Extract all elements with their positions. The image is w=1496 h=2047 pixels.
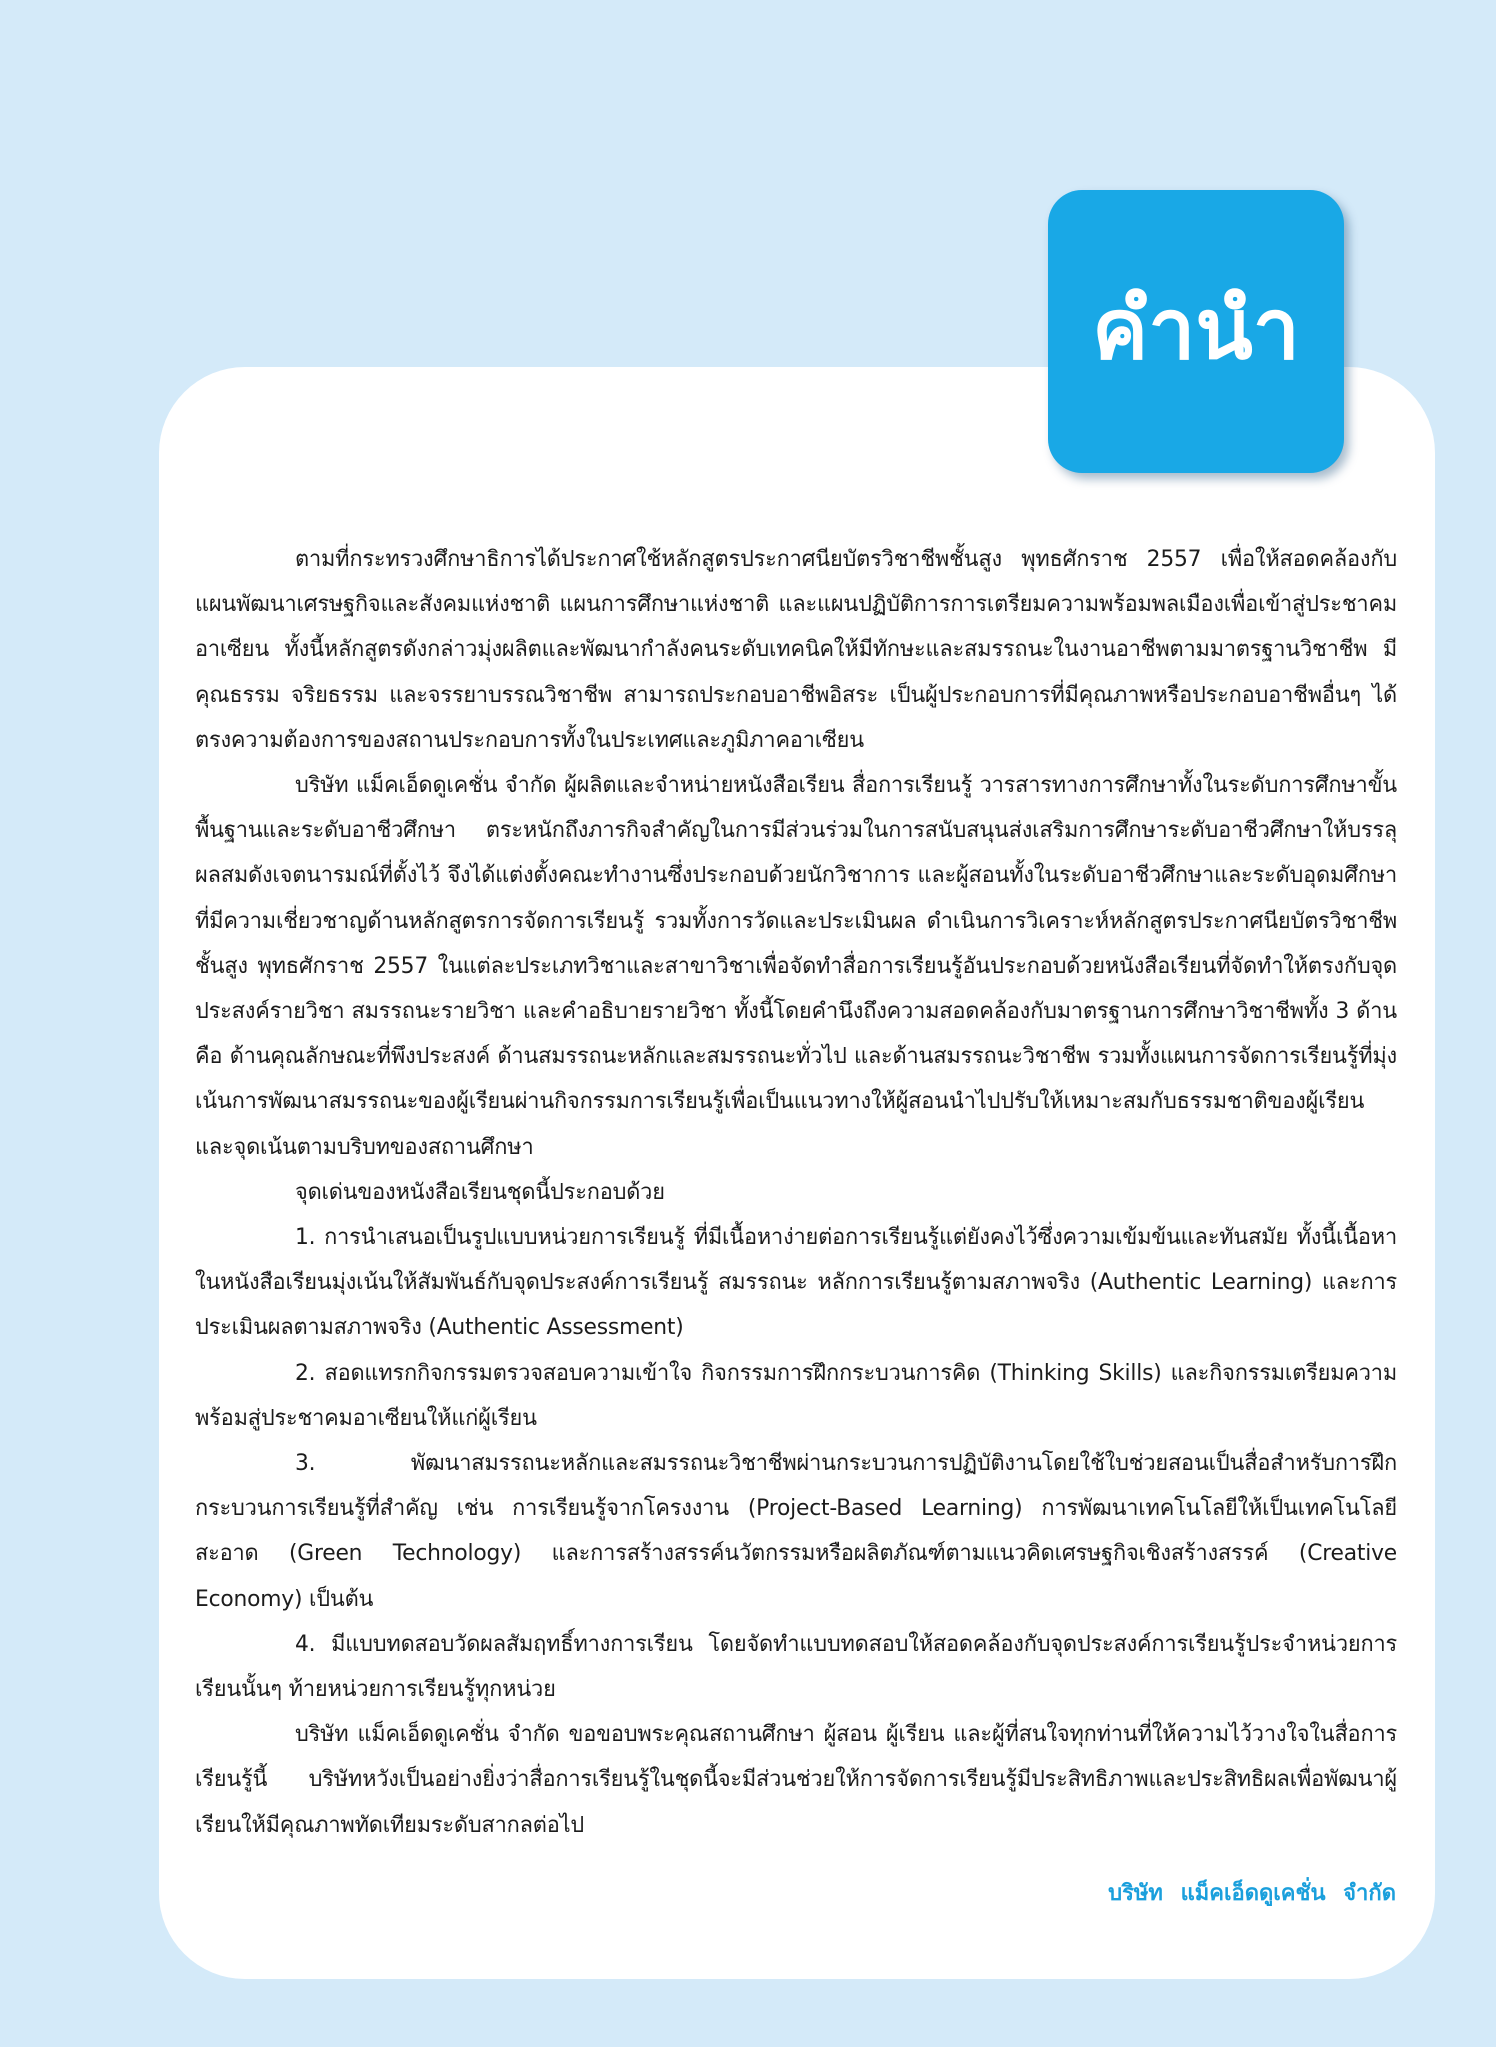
paragraph-highlight-3: 3. พัฒนาสมรรถนะหลักและสมรรถนะวิชาชีพผ่านกระบวนการปฏิบัติงานโดยใช้ใบช่วยสอนเป็นสื่อสำหรับการฝึกกระบวนการเรียนรู้ที่สำคัญ เช่น การเรียนรู้จากโครงงาน (Project-Based Learning) การพัฒนาเทคโนโลยีให้เป็นเทคโนโลยีสะอาด (Green Technology) และการสร้างสรรค์นวัตกรรมหรือผลิตภัณฑ์ตามแนวคิดเศรษฐกิจเชิงสร้างสรรค์ (Creative Economy) เป็นต้น (195, 1451, 1397, 1612)
paragraph-company: บริษัท แม็คเอ็ดดูเคชั่น จำกัด ผู้ผลิตและจำหน่ายหนังสือเรียน สื่อการเรียนรู้ วารสารทางการศึกษาทั้งในระดับการศึกษาขั้นพื้นฐานและระดับอาชีวศึกษา ตระหนักถึงภารกิจสำคัญในการมีส่วนร่วมในการสนับสนุนส่งเสริมการศึกษาระดับอาชีวศึกษาให้บรรลุผลสมดังเจตนารมณ์ที่ตั้งไว้ จึงได้แต่งตั้งคณะทำงานซึ่งประกอบด้วยนักวิชาการ และผู้สอนทั้งในระดับอาชีวศึกษาและระดับอุดมศึกษาที่มีความเชี่ยวชาญด้านหลักสูตรการจัดการเรียนรู้ รวมทั้งการวัดและประเมินผล ดำเนินการวิเคราะห์หลักสูตรประกาศนียบัตรวิชาชีพชั้นสูง พุทธศักราช 2557 ในแต่ละประเภทวิชาและสาขาวิชาเพื่อจัดทำสื่อการเรียนรู้อันประกอบด้วยหนังสือเรียนที่จัดทำให้ตรงกับจุดประสงค์รายวิชา สมรรถนะรายวิชา และคำอธิบายรายวิชา ทั้งนี้โดยคำนึงถึงความสอดคล้องกับมาตรฐานการศึกษาวิชาชีพทั้ง 3 ด้าน คือ ด้านคุณลักษณะที่พึงประสงค์ ด้านสมรรถนะหลักและสมรรถนะทั่วไป และด้านสมรรถนะวิชาชีพ รวมทั้งแผนการจัดการเรียนรู้ที่มุ่งเน้นการพัฒนาสมรรถนะของผู้เรียนผ่านกิจกรรมการเรียนรู้เพื่อเป็นแนวทางให้ผู้สอนนำไปปรับให้เหมาะสมกับธรรมชาติของผู้เรียนและจุดเน้นตามบริบทของสถานศึกษา (195, 773, 1397, 1160)
preface-body (195, 537, 1397, 1848)
paragraph-thanks: บริษัท แม็คเอ็ดดูเคชั่น จำกัด ขอขอบพระคุณสถานศึกษา ผู้สอน ผู้เรียน และผู้ที่สนใจทุกท่านที่ให้ความไว้วางใจในสื่อการเรียนรู้นี้ บริษัทหวังเป็นอย่างยิ่งว่าสื่อการเรียนรู้ในชุดนี้จะมีส่วนช่วยให้การจัดการเรียนรู้มีประสิทธิภาพและประสิทธิผลเพื่อพัฒนาผู้เรียนให้มีคุณภาพทัดเทียมระดับสากลต่อไป (195, 1722, 1397, 1838)
signature: บริษัท แม็คเอ็ดดูเคชั่น จำกัด (1108, 1881, 1396, 1906)
paragraph-highlights-heading: จุดเด่นของหนังสือเรียนชุดนี้ประกอบด้วย (295, 1179, 665, 1205)
paragraph-highlight-1: 1. การนำเสนอเป็นรูปแบบหน่วยการเรียนรู้ ที่มีเนื้อหาง่ายต่อการเรียนรู้แต่ยังคงไว้ซึ่งความเข้มข้นและทันสมัย ทั้งนี้เนื้อหาในหนังสือเรียนมุ่งเน้นให้สัมพันธ์กับจุดประสงค์การเรียนรู้ สมรรถนะ หลักการเรียนรู้ตามสภาพจริง (Authentic Learning) และการประเมินผลตามสภาพจริง (Authentic Assessment) (195, 1225, 1397, 1341)
title-badge (1048, 190, 1344, 473)
page-title: คำนำ (1092, 279, 1300, 378)
paragraph-highlight-4: 4. มีแบบทดสอบวัดผลสัมฤทธิ์ทางการเรียน โดยจัดทำแบบทดสอบให้สอดคล้องกับจุดประสงค์การเรียนรู้ประจำหน่วยการเรียนนั้นๆ ท้ายหน่วยการเรียนรู้ทุกหน่วย (195, 1631, 1397, 1703)
paragraph-highlight-2: 2. สอดแทรกกิจกรรมตรวจสอบความเข้าใจ กิจกรรมการฝึกกระบวนการคิด (Thinking Skills) และกิจกรรมเตรียมความพร้อมสู่ประชาคมอาเซียนให้แก่ผู้เรียน (195, 1360, 1397, 1431)
paragraph-intro: ตามที่กระทรวงศึกษาธิการได้ประกาศใช้หลักสูตรประกาศนียบัตรวิชาชีพชั้นสูง พุทธศักราช 2557 เพื่อให้สอดคล้องกับแผนพัฒนาเศรษฐกิจและสังคมแห่งชาติ แผนการศึกษาแห่งชาติ และแผนปฏิบัติการการเตรียมความพร้อมพลเมืองเพื่อเข้าสู่ประชาคมอาเซียน ทั้งนี้หลักสูตรดังกล่าวมุ่งผลิตและพัฒนากำลังคนระดับเทคนิคให้มีทักษะและสมรรถนะในงานอาชีพตามมาตรฐานวิชาชีพ มีคุณธรรม จริยธรรม และจรรยาบรรณวิชาชีพ สามารถประกอบอาชีพอิสระ เป็นผู้ประกอบการที่มีคุณภาพหรือประกอบอาชีพอื่นๆ ได้ตรงความต้องการของสถานประกอบการทั้งในประเทศและภูมิภาคอาเซียน (195, 547, 1397, 753)
